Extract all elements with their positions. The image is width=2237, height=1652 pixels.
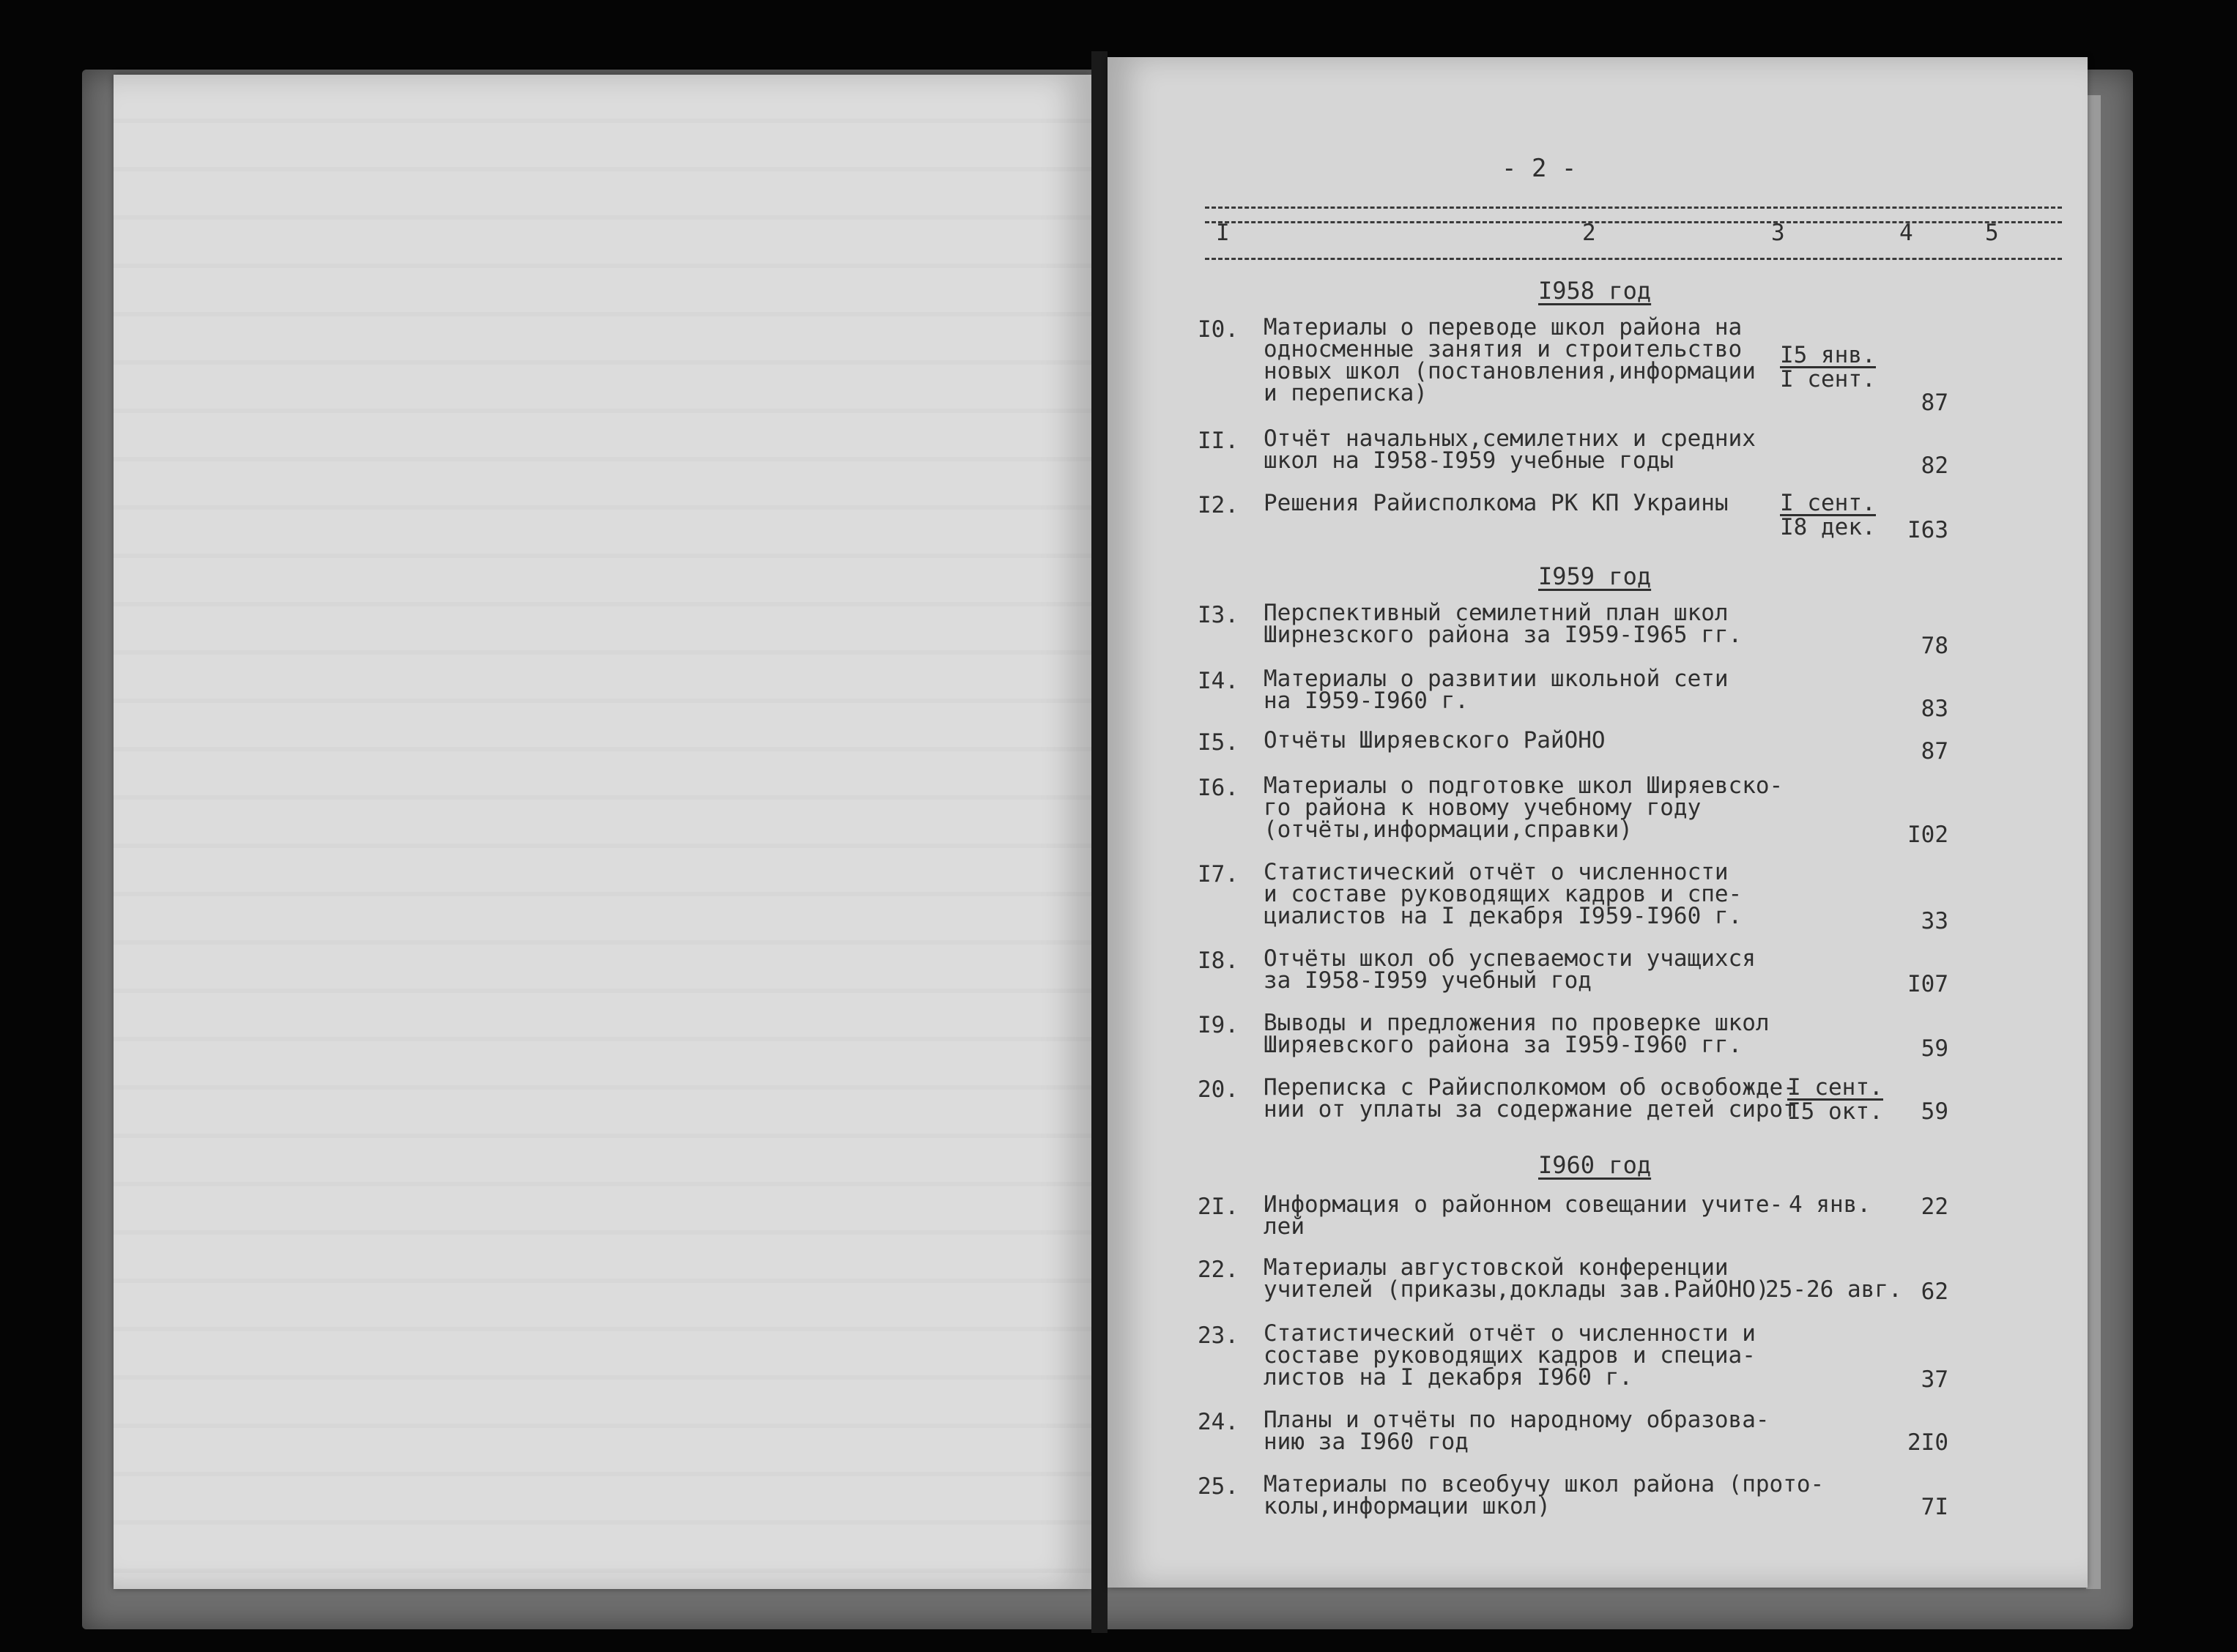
entry-description: Переписка с Райисполкомом об освобожде- нии от уплаты за содержание детей сирот: [1264, 1074, 1797, 1123]
entry-number: I6.: [1198, 775, 1239, 801]
entry-description: Материалы августовской конференции учителей (приказы,доклады зав.РайОНО): [1264, 1254, 1770, 1303]
entry-description: Отчёты школ об успеваемости учащихся за I958-I959 учебный год: [1264, 945, 1756, 994]
entry-description: Отчёт начальных,семилетних и средних школ на I958-I959 учебные годы: [1264, 425, 1756, 474]
entry-description: Решения Райисполкома РК КП Украины: [1264, 490, 1729, 516]
entry-number: 22.: [1198, 1257, 1239, 1283]
bleed-through: [114, 75, 1091, 1589]
page-number: - 2 -: [1502, 154, 1577, 183]
entry-date: 4 янв.: [1789, 1191, 1871, 1218]
column-header-4: 4: [1899, 220, 1913, 246]
date-to: I сент.: [1780, 366, 1876, 392]
date-from: I сент.: [1780, 490, 1876, 516]
entry-number: II.: [1198, 428, 1239, 454]
entry-number: I5.: [1198, 729, 1239, 756]
entry-sheets: 82: [1921, 453, 1948, 479]
entry-number: I4.: [1198, 668, 1239, 694]
column-header-3: 3: [1771, 220, 1785, 246]
entry-sheets: 87: [1921, 390, 1948, 416]
entry-sheets: 33: [1921, 908, 1948, 934]
page-edge: [2086, 95, 2101, 1589]
entry-number: 25.: [1198, 1473, 1239, 1500]
entry-sheets: 2I0: [1907, 1429, 1948, 1456]
entry-description: Статистический отчёт о численности и составе руководящих кадров и специа- листов на I декабря I960 г.: [1264, 1320, 1756, 1391]
entry-description: Материалы о переводе школ района на односменные занятия и строительство новых школ (постановления,информации и переписка): [1264, 314, 1756, 406]
entry-description: Отчёты Ширяевского РайОНО: [1264, 727, 1606, 754]
table-header-rule-top: [1205, 206, 2062, 209]
entry-description: Информация о районном совещании учите- лей: [1264, 1191, 1784, 1240]
entry-date-range: [1780, 492, 1876, 538]
entry-number: I3.: [1198, 602, 1239, 628]
entry-description: Материалы о развитии школьной сети на I959-I960 г.: [1264, 666, 1729, 714]
entry-description: Материалы о подготовке школ Ширяевско- го района к новому учебному году (отчёты,информации,справки): [1264, 773, 1784, 843]
entry-number: 23.: [1198, 1322, 1239, 1349]
entry-sheets: I63: [1907, 517, 1948, 543]
entry-date-range: [1787, 1076, 1883, 1123]
entry-number: 20.: [1198, 1076, 1239, 1103]
entry-number: I8.: [1198, 948, 1239, 974]
entry-sheets: 22: [1921, 1194, 1948, 1220]
entry-number: 24.: [1198, 1409, 1239, 1435]
entry-sheets: 59: [1921, 1035, 1948, 1062]
column-header-2: 2: [1582, 220, 1596, 246]
entry-description: Выводы и предложения по проверке школ Ширяевского района за I959-I960 гг.: [1264, 1010, 1770, 1058]
entry-description: Планы и отчёты по народному образова- нию за I960 год: [1264, 1407, 1770, 1455]
date-from: I сент.: [1787, 1074, 1883, 1101]
left-page-blank: [114, 75, 1091, 1589]
entry-description: Материалы по всеобучу школ района (прото- колы,информации школ): [1264, 1471, 1825, 1519]
date-from: I5 янв.: [1780, 342, 1876, 368]
entry-sheets: I02: [1907, 822, 1948, 848]
year-heading: I958 год: [1538, 277, 1652, 305]
entry-sheets: 78: [1921, 633, 1948, 659]
column-header-5: 5: [1985, 220, 1999, 246]
year-heading: I959 год: [1538, 562, 1652, 590]
column-header-1: I: [1216, 220, 1230, 246]
year-heading: I960 год: [1538, 1151, 1652, 1179]
entry-description: Перспективный семилетний план школ Ширнезского района за I959-I965 гг.: [1264, 600, 1743, 648]
table-header-rule-mid: [1205, 221, 2062, 223]
entry-sheets: I07: [1907, 971, 1948, 997]
entry-sheets: 7I: [1921, 1494, 1948, 1520]
entry-sheets: 62: [1921, 1279, 1948, 1305]
entry-sheets: 87: [1921, 738, 1948, 764]
entry-sheets: 59: [1921, 1098, 1948, 1125]
entry-number: I9.: [1198, 1012, 1239, 1038]
entry-number: I7.: [1198, 861, 1239, 888]
entry-date-range: [1780, 344, 1876, 390]
entry-number: 2I.: [1198, 1194, 1239, 1220]
entry-sheets: 83: [1921, 696, 1948, 722]
book-gutter: [1091, 51, 1108, 1633]
entry-date: 25-26 авг.: [1765, 1276, 1902, 1303]
entry-sheets: 37: [1921, 1366, 1948, 1393]
entry-number: I2.: [1198, 492, 1239, 518]
date-to: I8 дек.: [1780, 514, 1876, 540]
entry-number: I0.: [1198, 316, 1239, 343]
date-to: I5 окт.: [1787, 1098, 1883, 1125]
table-header-rule-bottom: [1205, 258, 2062, 260]
entry-description: Статистический отчёт о численности и составе руководящих кадров и спе- циалистов на I декабря I959-I960 г.: [1264, 859, 1743, 929]
